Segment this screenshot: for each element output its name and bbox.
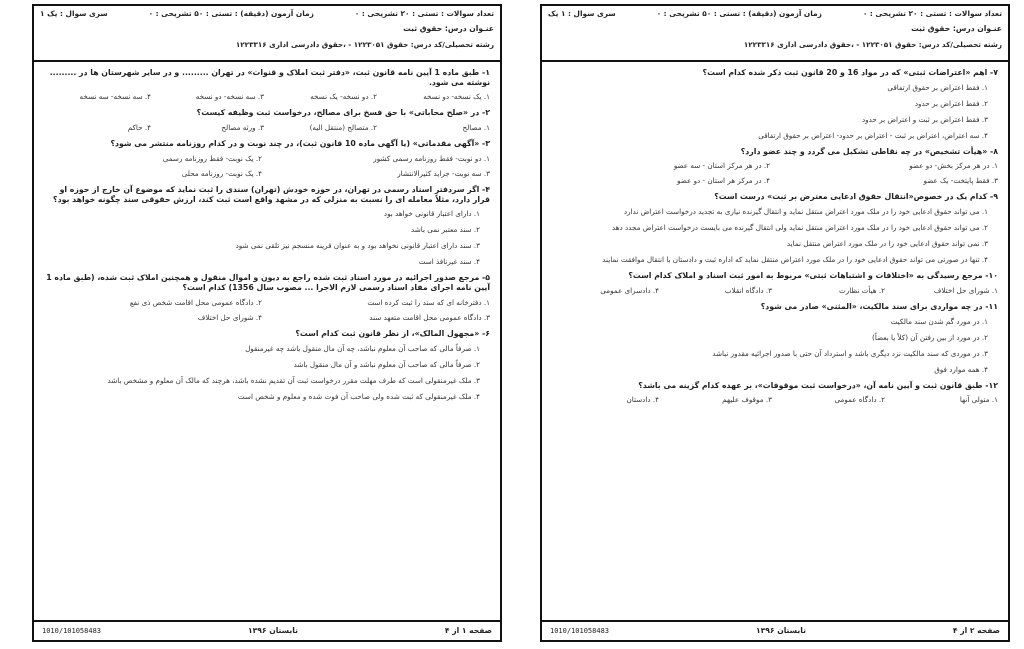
option: ۴. سند غیرنافذ است <box>418 257 480 267</box>
option: ۱. دفترخانه ای که سند را ثبت کرده است <box>367 297 490 307</box>
option: ۳. فقط اعتراض بر ثبت و اعتراض بر حدود <box>861 114 988 124</box>
question-5 <box>44 273 490 321</box>
question-3 <box>44 139 490 178</box>
option: ۱. شورای حل اختلاف <box>933 285 998 295</box>
question-text: ۸- «هیأت تشخیص» در چه نقاطی تشکیل می گردد و چند عضو دارد؟ <box>740 146 998 156</box>
option: ۱. دو نوبت- فقط روزنامه رسمی کشور <box>373 153 490 163</box>
option: ۴. شورای حل اختلاف <box>197 312 262 322</box>
option: ۱. در مورد گم شدن سند مالکیت <box>890 316 988 326</box>
page-header <box>542 6 1008 62</box>
option: ۲. هیأت نظارت <box>839 285 885 295</box>
questions <box>542 62 1008 404</box>
exam-date: تابستان ۱۳۹۶ <box>756 626 806 636</box>
questions <box>34 62 500 401</box>
question-text: ۱۱- در چه مواردی برای سند مالکیت، «المثنی» صادر می شود؟ <box>760 301 998 311</box>
option: ۴. تنها در صورتی می تواند حقوق ادعایی خود را در ملک مورد اعتراض منتقل نماید که اداره ثبت و دادستان با انتقال موافقت نمایند <box>602 255 988 265</box>
option: ۳. سه نوبت- جراید کثیرالانتشار <box>397 168 490 178</box>
option: ۱. یک نسخه- دو نسخه <box>423 92 490 102</box>
option: ۲. در مورد از بین رفتن آن (کلاً یا بعضاً) <box>872 332 988 342</box>
option: ۱. دارای اعتبار قانونی خواهد بود <box>383 209 480 219</box>
question-text: ۷- اهم «اعتراضات ثبتی» که در مواد 16 و 20 قانون ثبت ذکر شده کدام است؟ <box>702 68 998 77</box>
option: ۴. همه موارد فوق <box>934 364 988 374</box>
option: ۴. در مرکز هر استان - دو عضو <box>677 176 770 186</box>
option: ۳. دادگاه انقلاب <box>724 285 772 295</box>
question-9 <box>552 192 998 264</box>
option: ۳. دادگاه عمومی محل اقامت متعهد سند <box>369 312 490 322</box>
question-count: تعداد سوالات : تستی : ۲۰ تشریحی : ۰ <box>354 9 494 18</box>
option: ۴. حاکم <box>127 123 151 133</box>
option: ۲. دادگاه عمومی <box>834 395 885 405</box>
option: ۳. ورثه مصالح <box>221 123 264 133</box>
question-12 <box>552 381 998 405</box>
option: ۳. سه نسخه- دو نسخه <box>195 92 264 102</box>
exam-page-2 <box>540 4 1010 642</box>
option: ۲. دو نسخه- یک نسخه <box>310 92 377 102</box>
page-footer <box>34 620 500 640</box>
question-series: سری سوال : یک ۱ <box>40 9 108 18</box>
option: ۲. متصالح (منتقل الیه) <box>309 123 377 133</box>
exam-code: 1010/101058483 <box>550 626 610 635</box>
question-count: تعداد سوالات : تستی : ۲۰ تشریحی : ۰ <box>862 9 1002 18</box>
exam-code: 1010/101058483 <box>42 626 102 635</box>
option: ۴. یک نوبت- روزنامه محلی <box>181 168 262 178</box>
question-text: ۱۰- مرجع رسیدگی به «اختلافات و اشتباهات ثبتی» مربوط به امور ثبت اسناد و املاک کدام است؟ <box>628 271 998 281</box>
course-title: عنـوان درس: حقوق ثبت <box>911 24 1002 34</box>
question-text: ۳- «آگهی مقدماتی» (یا آگهی ماده 10 قانون ثبت)، در چند نوبت و در کدام روزنامه منتشر می شود؟ <box>110 139 490 149</box>
question-7 <box>552 68 998 140</box>
option: ۲. در هر مرکز استان - سه عضو <box>673 161 770 171</box>
option: ۳. فقط پایتخت- یک عضو <box>923 176 998 186</box>
exam-date: تابستان ۱۳۹۶ <box>248 626 298 636</box>
option: ۳. نمی تواند حقوق ادعایی خود را در ملک مورد اعتراض منتقل نماید <box>786 239 988 249</box>
option: ۴. ملک غیرمنقولی که ثبت شده ولی صاحب آن فوت شده و معلوم و شخص است <box>237 391 480 401</box>
course-field: رشته تحصیلی/کد درس: حقوق ۱۲۲۳۰۵۱ - ،حقوق دادرسی اداری ۱۲۲۳۳۱۶ <box>235 39 494 49</box>
option: ۳. موقوف علیهم <box>722 395 772 405</box>
question-10 <box>552 271 998 295</box>
page-number: صفحه ۱ از ۴ <box>444 626 492 636</box>
option: ۱. فقط اعتراض بر حقوق ارتفاقی <box>887 82 988 92</box>
option: ۲. صرفاً مالی که صاحب آن معلوم نباشد و آن مال منقول باشد <box>293 359 480 369</box>
question-6 <box>44 329 490 401</box>
option: ۱. در هر مرکز بخش- دو عضو <box>909 161 998 171</box>
option: ۲. یک نوبت- فقط روزنامه رسمی <box>162 153 262 163</box>
option: ۱. مصالح <box>462 123 490 133</box>
option: ۳. ملک غیرمنقولی است که طرف مهلت مقرر درخواست ثبت آن تقدیم نشده باشد، هرچند که مالک آن معلوم و مشخص باشد <box>107 375 480 385</box>
question-11 <box>552 302 998 374</box>
option: ۴. دادسرای عمومی <box>600 285 659 295</box>
question-series: سری سوال : ۱ یک <box>548 9 616 18</box>
course-title: عنـوان درس: حقوق ثبت <box>403 24 494 34</box>
page-footer <box>542 620 1008 640</box>
question-text: ۴- اگر سردفتر اسناد رسمی در تهران، در حوزه خودش (تهران) سندی را ثبت نماید که موضوع آن خارج از حوزه او قرار دارد، مثلاً معامله ای را نسبت به منزلی که در مشهد واقع است ثبت کند، ارزش حقوقی سند چگونه خواهد بود؟ <box>53 184 490 204</box>
option: ۱. صرفاً مالی که صاحب آن معلوم نباشد، چه آن مال منقول باشد چه غیرمنقول <box>245 343 480 353</box>
option: ۴. دادستان <box>626 395 659 405</box>
question-text: ۲- در «صلح محاباتی» با حق فسخ برای مصالح، درخواست ثبت وظیفه کیست؟ <box>196 108 490 118</box>
question-8 <box>552 147 998 186</box>
course-field: رشته تحصیلی/کد درس: حقوق ۱۲۲۳۰۵۱ - ،حقوق دادرسی اداری ۱۲۲۳۳۱۶ <box>743 39 1002 49</box>
option: ۴. سه نسخه- سه نسخه <box>79 92 151 102</box>
option: ۲. دادگاه عمومی محل اقامت شخص ذی نفع <box>129 297 262 307</box>
option: ۲. سند معتبر نمی باشد <box>410 225 480 235</box>
page-header <box>34 6 500 62</box>
option: ۱. متولی آنها <box>959 395 998 405</box>
question-text: ۵- مرجع صدور اجرائیه در مورد اسناد ثبت شده راجع به دیون و اموال منقول و همچنین املاک ثبت شده، (طبق ماده 1 آیین نامه اجرای مفاد اسناد رسمی لازم الاجرا ... مصوب سال 1356) کدام است؟ <box>46 273 490 293</box>
question-text: ۱- طبق ماده 1 آیین نامه قانون ثبت، «دفتر ثبت املاک و قنوات» در تهران ......... و در سایر شهرستان ها در ......... نوشته می شود. <box>49 68 490 87</box>
page-number: صفحه ۲ از ۴ <box>952 626 1000 636</box>
option: ۲. فقط اعتراض بر حدود <box>914 98 988 108</box>
option: ۲. می تواند حقوق ادعایی خود را در ملک مورد اعتراض منتقل نماید ولی انتقال گیرنده می بایست درخواست اعتراض مجدد دهد <box>611 223 988 233</box>
exam-time: زمان آزمون (دقیقه) : تستی : ۵۰ تشریحی : ۰ <box>656 9 822 18</box>
option: ۱. می تواند حقوق ادعایی خود را در ملک مورد اعتراض منتقل نماید و انتقال گیرنده نیازی به تجدید درخواست اعتراض ندارد <box>623 207 988 217</box>
question-text: ۹- کدام یک در خصوص«انتقال حقوق ادعایی معترض بر ثبت» درست است؟ <box>714 192 998 202</box>
option: ۴. سه اعتراض، اعتراض بر ثبت - اعتراض بر حدود- اعتراض بر حقوق ارتفاقی <box>758 130 988 140</box>
question-2 <box>44 108 490 132</box>
question-1 <box>44 68 490 101</box>
exam-time: زمان آزمون (دقیقه) : تستی : ۵۰ تشریحی : ۰ <box>148 9 314 18</box>
question-text: ۶- «مجهول المالک»، از نظر قانون ثبت کدام است؟ <box>295 328 490 338</box>
question-text: ۱۲- طبق قانون ثبت و آیین نامه آن، «درخواست ثبت موقوفات»، بر عهده کدام گزینه می باشد؟ <box>638 380 998 390</box>
exam-page-1 <box>32 4 502 642</box>
question-4 <box>44 185 490 266</box>
option: ۳. در موردی که سند مالکیت نزد دیگری باشد و استرداد آن حتی با صدور اجرائیه مقدور نباشد <box>712 348 988 358</box>
option: ۳. سند دارای اعتبار قانونی نخواهد بود و به عنوان قرینه منسجم نیز تلقی نمی شود <box>235 241 480 251</box>
